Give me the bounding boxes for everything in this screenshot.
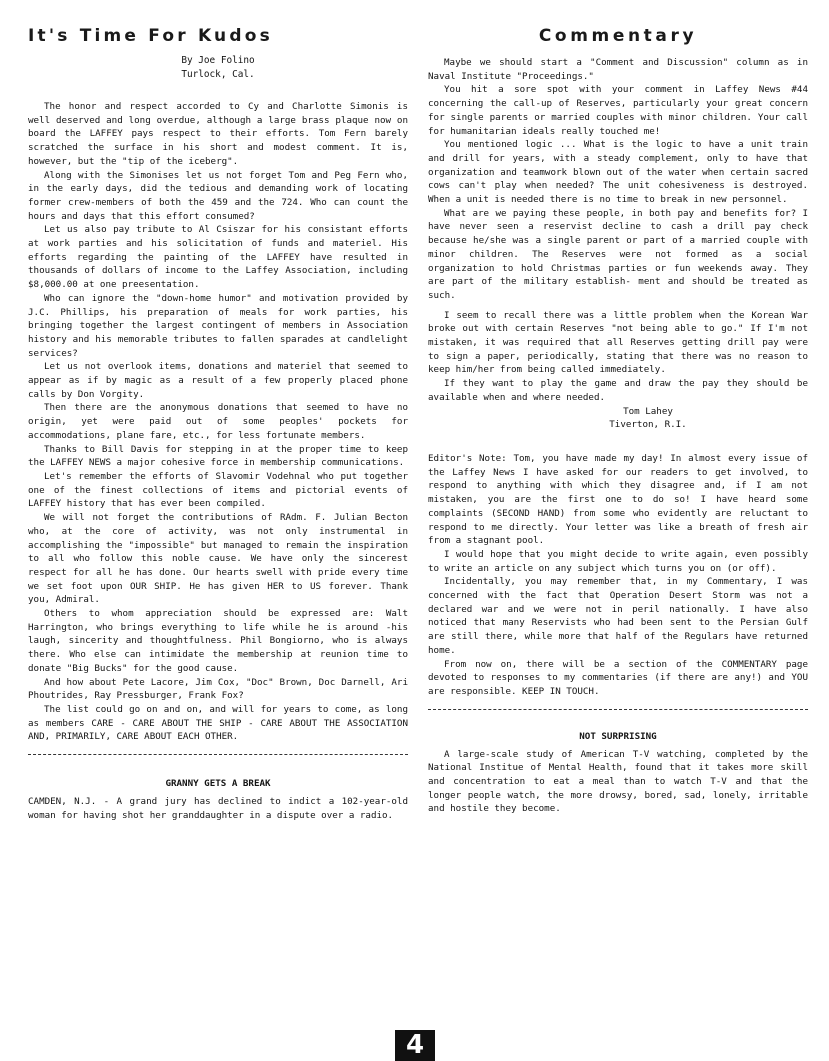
editor-paragraph: From now on, there will be a section of the COMMENTARY page devoted to responses to my commentaries (if there are any!) and YOU are responsible. KEEP IN TOUCH. bbox=[428, 658, 808, 697]
letter-paragraph: You hit a sore spot with your comment in Laffey News #44 concerning the call-up of Reserves, particularly your great concern for single parents or married couples with minor children. Your call for humanitarian ideals really touched me! bbox=[428, 84, 808, 137]
byline bbox=[28, 54, 408, 82]
kudos-header: It's Time For Kudos bbox=[28, 26, 273, 46]
letter-paragraph: Maybe we should start a "Comment and Discussion" column as in Naval Institute "Proceedings." bbox=[428, 57, 808, 82]
signature-location: Tiverton, R.I. bbox=[609, 419, 687, 431]
not-surprising-text: A large-scale study of American T-V watching, completed by the National Institue of Mental Health, found that it takes more skill and concentration to eat a meal than to watch T-V and that the longer people watch, the more drowsy, bored, sad, lonely, irritable and hostile they become. bbox=[428, 748, 808, 815]
letter-paragraph: I seem to recall there was a little problem when the Korean War broke out with certain Reserves "not being able to go." If I'm not mistaken, it was required that all Reserves getting drill pay were to sign a paper, periodically, stating that there was no reason to keep him/her from being called immediately. bbox=[428, 309, 808, 376]
kudos-article bbox=[28, 100, 408, 744]
kudos-paragraph: Let us also pay tribute to Al Csiszar for his consistant efforts at work parties and his solicitation of funds and materiel. His efforts regarding the painting of the LAFFEY have resulted in thousands of dollars of income to the Laffey Association, including $8,000.00 at one preesentation. bbox=[28, 224, 408, 291]
divider-rule bbox=[428, 709, 808, 710]
kudos-paragraph: Who can ignore the "down-home humor" and motivation provided by J.C. Phillips, his preparation of meals for work parties, his bringing together the largest contingent of members in Association history and his memorable tributes to fallen sparades at candlelight services? bbox=[28, 292, 408, 359]
kudos-paragraph: Then there are the anonymous donations that seemed to have no origin, yet were paid out of some peoples' pockets for accommodations, plane fare, etc., for less fortunate members. bbox=[28, 402, 408, 441]
commentary-column bbox=[428, 22, 808, 816]
granny-title: GRANNY GETS A BREAK bbox=[165, 778, 271, 790]
letter-paragraph: You mentioned logic ... What is the logic to have a unit train and drill for years, with a steady complement, only to have that organization and teamwork blown out of the water when certain sacred cows can't play when needed? The unit cohesiveness is destroyed. When a unit is needed there is no time to break in new personnel. bbox=[428, 139, 808, 206]
kudos-paragraph: And how about Pete Lacore, Jim Cox, "Doc" Brown, Doc Darnell, Ari Phoutrides, Ray Pressburger, Frank Fox? bbox=[28, 676, 408, 702]
commentary-header: Commentary bbox=[538, 26, 698, 46]
letter bbox=[428, 56, 808, 405]
not-surprising-article bbox=[428, 748, 808, 817]
granny-article bbox=[28, 795, 408, 822]
kudos-paragraph: Others to whom appreciation should be expressed are: Walt Harrington, who brings everything to life while he is around -his laugh, sincerity and thoughtfulness. Phil Bongiorno, who is always there. Who else can intimidate the membership at reunion time to donate "Big Bucks" for the good cause. bbox=[28, 608, 408, 674]
divider-rule bbox=[28, 754, 408, 755]
editor-paragraph: Editor's Note: Tom, you have made my day! In almost every issue of the Laffey News I have asked for our readers to get involved, to respond to anything with which they disagree and, if I am not mistaken, you are the first one to do so! I have heard some complaints (SECOND HAND) from some who evidently are reluctant to respond to me directly. Your letter was like a breath of fresh air from a stagnant pool. bbox=[428, 452, 808, 547]
kudos-paragraph: The list could go on and on, and will for years to come, as long as members CARE - CARE ABOUT THE SHIP - CARE ABOUT THE ASSOCIATION AND, PRIMARILY, CARE ABOUT EACH OTHER. bbox=[28, 703, 408, 743]
page-number: 4 bbox=[395, 1030, 435, 1061]
not-surprising-title: NOT SURPRISING bbox=[579, 730, 657, 742]
kudos-paragraph: Along with the Simonises let us not forget Tom and Peg Fern who, in the early days, did the tedious and demanding work of locating former crew-members of both the 459 and the 724. Who can count the hours and days that this effort consumed? bbox=[28, 169, 408, 222]
kudos-paragraph: Let's remember the efforts of Slavomir Vodehnal who put together one of the finest collections of items and pictorial events of LAFFEY history that has ever been compiled. bbox=[28, 470, 408, 510]
kudos-paragraph: Thanks to Bill Davis for stepping in at the proper time to keep the LAFFEY NEWS a major cohesive force in membership communications. bbox=[28, 443, 408, 469]
kudos-paragraph: The honor and respect accorded to Cy and Charlotte Simonis is well deserved and long overdue, although a large brass plaque now on board the LAFFEY pays respect to their efforts. Tom Fern barely scratched the surface in his short and modest comment. It is, however, but the "tip of the iceberg". bbox=[28, 101, 408, 167]
letter-paragraph: If they want to play the game and draw the pay they should be available when and where needed. bbox=[428, 378, 808, 403]
kudos-column bbox=[28, 22, 408, 822]
editor-paragraph: Incidentally, you may remember that, in my Commentary, I was concerned with the fact that Operation Desert Storm was not a declared war and we were not in peril nationally. I have also noticed that many Reservists who had been sent to the Persian Gulf are still there, while more that half of the Regulars have returned home. bbox=[428, 576, 808, 656]
kudos-paragraph: Let us not overlook items, donations and materiel that seemed to appear as if by magic as a result of a few properly placed phone calls by Don Vorgity. bbox=[28, 361, 408, 400]
editor-note bbox=[428, 452, 808, 699]
signature-name: Tom Lahey bbox=[623, 405, 673, 417]
byline-author: By Joe Folino bbox=[181, 55, 255, 66]
kudos-paragraph: We will not forget the contributions of RAdm. F. Julian Becton who, at the core of activity, was not only instrumental in accomplishing the "impossible" but managed to remain the inspiration to all who follow this noble cause. We have only the sincerest respect for all he has done. Our hearts swell with pride every time we set foot upon OUR SHIP. He has given HER to US forever. Thank you, Admiral. bbox=[28, 512, 408, 606]
letter-signature bbox=[428, 405, 808, 432]
letter-paragraph: What are we paying these people, in both pay and benefits for? I have never seen a reservist decline to cash a drill pay check because he/she was a single parent or part of a married couple with minor children. The Reserves were not formed as a social organization to hold Christmas parties or fun weekends away. They are part of the military establish- ment and should be treated as such. bbox=[428, 207, 808, 301]
editor-paragraph: I would hope that you might decide to write again, even possibly to write an article on any subject which turns you on (or off). bbox=[428, 548, 808, 574]
byline-location: Turlock, Cal. bbox=[181, 69, 255, 80]
granny-text: CAMDEN, N.J. - A grand jury has declined to indict a 102-year-old woman for having shot her granddaughter in a dispute over a radio. bbox=[28, 796, 408, 821]
